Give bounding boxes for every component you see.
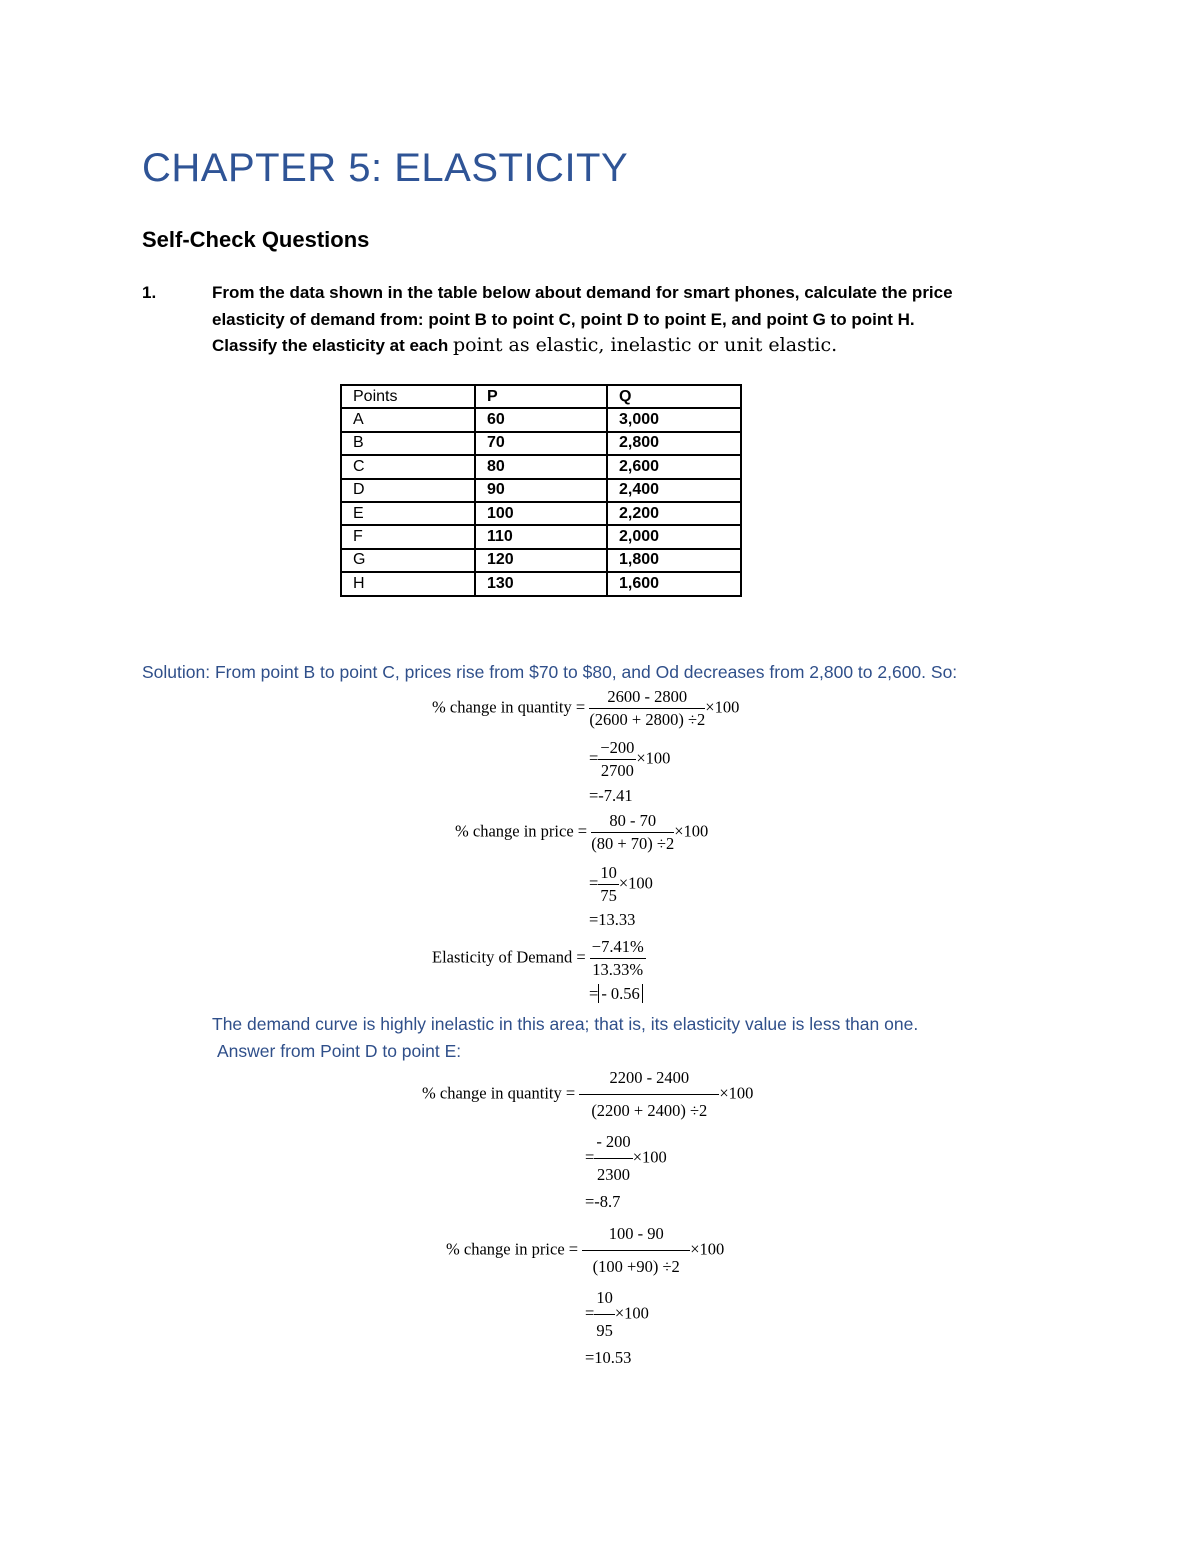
equals-sign: = [585, 1303, 595, 1323]
bc-quantity-equation [432, 687, 739, 730]
table-header: P [475, 385, 607, 408]
de-price-step-denominator: 95 [596, 1321, 613, 1340]
bc-quantity-step-fraction [598, 738, 636, 781]
bc-price-step [589, 863, 653, 906]
de-quantity-step-denominator: 2300 [597, 1165, 630, 1184]
chapter-title: CHAPTER 5: ELASTICITY [142, 146, 629, 190]
bc-quantity-fraction [589, 687, 705, 730]
bc-price-step-numerator: 10 [598, 863, 619, 885]
times-100: ×100 [618, 873, 653, 893]
times-100: ×100 [674, 821, 709, 841]
de-price-result: =10.53 [585, 1348, 632, 1367]
table-cell: 60 [475, 408, 607, 431]
bc-price-step-denominator: 75 [600, 886, 617, 905]
section-title: Self-Check Questions [142, 227, 370, 252]
times-100: ×100 [614, 1303, 649, 1323]
question-line-3-tail: point as elastic, inelastic or unit elastic. [452, 334, 838, 356]
equals-sign: = [585, 1147, 595, 1167]
table-cell: 2,200 [607, 502, 741, 525]
table-cell: 100 [475, 502, 607, 525]
de-price-step-fraction [594, 1288, 615, 1341]
bc-elasticity-equation [432, 937, 646, 980]
de-price-label: % change in price = [446, 1239, 579, 1259]
table-cell: 80 [475, 455, 607, 478]
de-quantity-step-fraction [594, 1132, 632, 1185]
question-line-2: elasticity of demand from: point B to point C, point D to point E, and point G to point H. [212, 310, 915, 329]
table-header: Q [607, 385, 741, 408]
bc-note: The demand curve is highly inelastic in this area; that is, its elasticity value is less than one. [212, 1014, 919, 1034]
question-line-3-bold: Classify the elasticity at each [212, 336, 453, 355]
bc-quantity-result: =-7.41 [589, 786, 633, 805]
de-quantity-result: =-8.7 [585, 1192, 621, 1211]
bc-quantity-label: % change in quantity = [432, 697, 586, 717]
de-quantity-equation [422, 1068, 753, 1121]
bc-quantity-step [589, 738, 670, 781]
bc-price-equation [455, 811, 708, 854]
de-quantity-denominator: (2200 + 2400) ÷2 [591, 1101, 708, 1120]
bc-quantity-numerator: 2600 - 2800 [589, 687, 705, 709]
table-cell: B [341, 432, 475, 455]
table-row [341, 432, 741, 455]
de-quantity-fraction [579, 1068, 719, 1121]
table-cell: 120 [475, 549, 607, 572]
de-quantity-label: % change in quantity = [422, 1083, 576, 1103]
bc-quantity-denominator: (2600 + 2800) ÷2 [589, 710, 706, 729]
bc-price-numerator: 80 - 70 [591, 811, 674, 833]
table-row [341, 549, 741, 572]
table-cell: A [341, 408, 475, 431]
table-cell: C [341, 455, 475, 478]
times-100: ×100 [632, 1147, 667, 1167]
bc-elasticity-result [589, 984, 643, 1004]
solution-intro: Solution: From point B to point C, prices rise from $70 to $80, and Od decreases from 2,800 to 2,600. So: [142, 662, 958, 682]
table-cell: 2,400 [607, 479, 741, 502]
demand-table [340, 384, 742, 597]
table-row [341, 502, 741, 525]
table-cell: 110 [475, 525, 607, 548]
table-cell: 3,000 [607, 408, 741, 431]
bc-elasticity-abs-value: - 0.56 [598, 984, 643, 1003]
table-cell: 1,800 [607, 549, 741, 572]
table-cell: 70 [475, 432, 607, 455]
bc-price-label: % change in price = [455, 821, 588, 841]
times-100: ×100 [690, 1239, 725, 1259]
equals-sign: = [589, 984, 599, 1003]
bc-elasticity-numerator: −7.41% [590, 937, 646, 959]
table-row [341, 479, 741, 502]
bc-elasticity-denominator: 13.33% [592, 960, 644, 979]
de-price-fraction [582, 1224, 690, 1277]
table-cell: 130 [475, 572, 607, 595]
question-line-3 [212, 334, 837, 356]
table-cell: 90 [475, 479, 607, 502]
table-cell: G [341, 549, 475, 572]
equals-sign: = [589, 873, 599, 893]
table-cell: 1,600 [607, 572, 741, 595]
times-100: ×100 [636, 748, 671, 768]
table-row [341, 525, 741, 548]
table-header-row [341, 385, 741, 408]
table-cell: H [341, 572, 475, 595]
table-cell: 2,000 [607, 525, 741, 548]
de-price-denominator: (100 +90) ÷2 [592, 1257, 680, 1276]
table-cell: F [341, 525, 475, 548]
table-cell: 2,800 [607, 432, 741, 455]
times-100: ×100 [705, 697, 740, 717]
de-price-step [585, 1288, 649, 1341]
de-price-equation [446, 1224, 724, 1277]
bc-price-result: =13.33 [589, 910, 636, 929]
bc-quantity-step-numerator: −200 [598, 738, 636, 760]
table-row [341, 572, 741, 595]
equals-sign: = [589, 748, 599, 768]
table-cell: E [341, 502, 475, 525]
table-header: Points [341, 385, 475, 408]
de-quantity-numerator: 2200 - 2400 [579, 1068, 719, 1095]
bc-price-step-fraction [598, 863, 619, 906]
table-row [341, 408, 741, 431]
bc-elasticity-fraction [590, 937, 646, 980]
table-cell: 2,600 [607, 455, 741, 478]
bc-quantity-step-denominator: 2700 [600, 761, 634, 780]
de-answer-label: Answer from Point D to point E: [217, 1041, 462, 1061]
times-100: ×100 [719, 1083, 754, 1103]
bc-price-fraction [591, 811, 674, 854]
bc-price-denominator: (80 + 70) ÷2 [591, 834, 675, 853]
de-quantity-step [585, 1132, 667, 1185]
de-price-numerator: 100 - 90 [582, 1224, 690, 1251]
question-line-1: From the data shown in the table below about demand for smart phones, calculate the price [212, 283, 953, 302]
de-price-step-numerator: 10 [594, 1288, 615, 1315]
table-cell: D [341, 479, 475, 502]
question-number: 1. [142, 283, 157, 302]
de-quantity-step-numerator: - 200 [594, 1132, 632, 1159]
bc-elasticity-label: Elasticity of Demand = [432, 947, 586, 967]
table-row [341, 455, 741, 478]
